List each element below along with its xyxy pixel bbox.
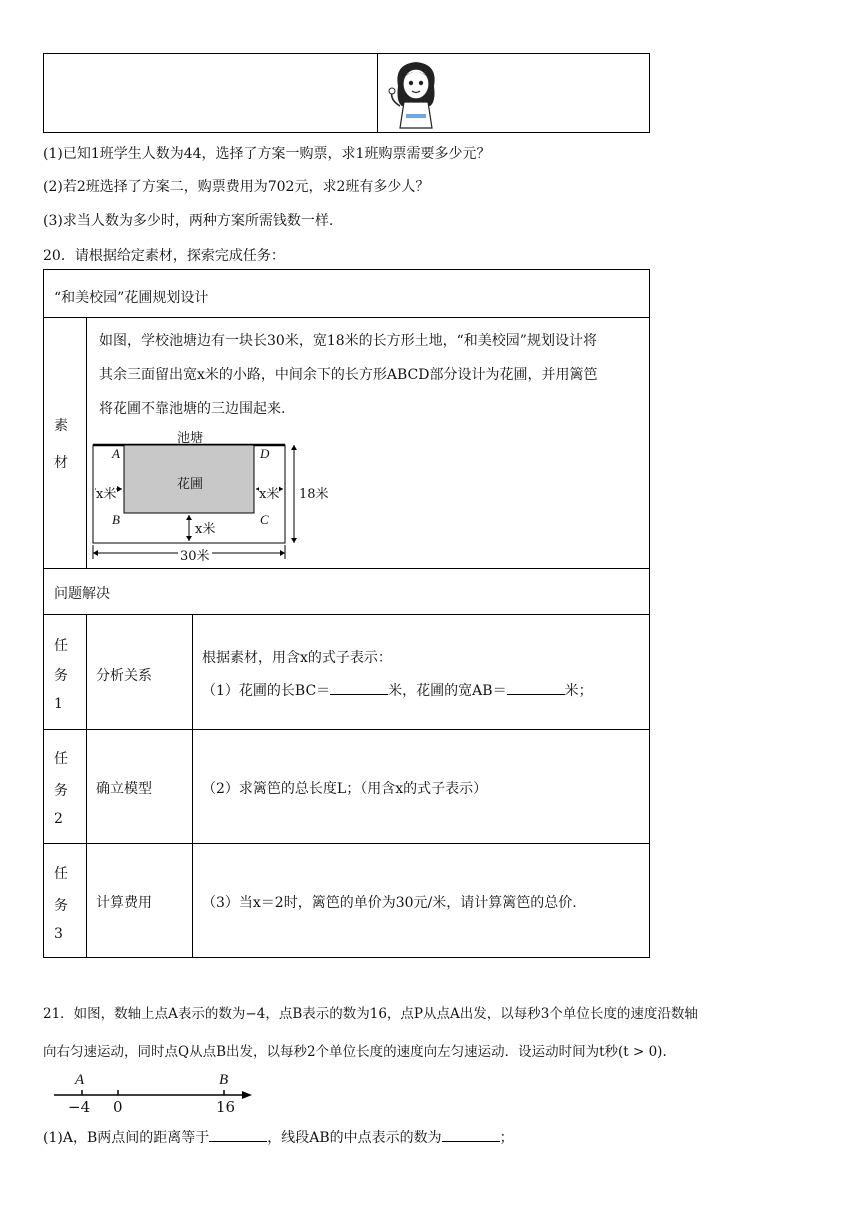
task1-line1: 根据素材，用含x的式子表示： — [202, 650, 392, 666]
task3-line1: （3）当x＝2时，篱笆的单价为30元/米，请计算篱笆的总价. — [202, 895, 577, 911]
material-label-2: 材 — [54, 455, 68, 471]
task1-ab-blank[interactable] — [507, 682, 565, 695]
task2-label-1: 任 — [54, 751, 68, 767]
q21-sub1-distance-label: (1)A，B两点间的距离等于 — [43, 1130, 210, 1146]
height-label: 18米 — [299, 487, 329, 502]
q21-line1: 21．如图，数轴上点A表示的数为−4，点B表示的数为16，点P从点A出发，以每秒3个单位长度的速度沿数轴 — [43, 1006, 698, 1022]
task1-bc-blank[interactable] — [330, 682, 388, 695]
garden-label: 花圃 — [177, 477, 204, 492]
top-table — [43, 53, 650, 133]
q21-sub1 — [43, 1127, 514, 1147]
q21-line2: 向右匀速运动，同时点Q从点B出发，以每秒2个单位长度的速度向左匀速运动．设运动时间为t秒(t > 0). — [43, 1044, 667, 1060]
q20-table — [43, 269, 650, 958]
task1-name: 分析关系 — [96, 668, 152, 684]
q21-sub1-midpoint-blank[interactable] — [442, 1129, 500, 1142]
task3-label-1: 任 — [54, 866, 68, 882]
axis-tick-0: 0 — [113, 1098, 123, 1116]
task1-bc-label: （1）花圃的长BC＝ — [202, 683, 331, 699]
q19-sub3: (3)求当人数为多少时，两种方案所需钱数一样. — [43, 213, 334, 229]
axis-tick-16: 16 — [216, 1098, 236, 1116]
q21-sub1-end: ； — [499, 1130, 514, 1146]
q20-title: “和美校园”花圃规划设计 — [54, 290, 209, 306]
axis-tick-minus4: −4 — [68, 1098, 91, 1116]
task1-line2 — [202, 680, 593, 700]
task3-name: 计算费用 — [96, 895, 152, 911]
point-a-label: A — [112, 446, 120, 461]
axis-point-b: B — [219, 1072, 229, 1088]
point-d-label: D — [260, 446, 270, 461]
task2-label-2: 务 — [54, 783, 68, 799]
left-path-width: x米 — [96, 483, 116, 502]
q19-sub1: (1)已知1班学生人数为44，选择了方案一购票，求1班购票需要多少元？ — [43, 146, 491, 162]
q21-sub1-midpoint-label: ，线段AB的中点表示的数为 — [267, 1130, 442, 1146]
cartoon-girl-image — [384, 56, 448, 130]
material-text-3: 将花圃不靠池塘的三边围起来. — [99, 401, 286, 417]
task2-label-3: 2 — [54, 811, 63, 827]
width-label: 30米 — [178, 545, 212, 564]
material-text-1: 如图，学校池塘边有一块长30米，宽18米的长方形土地，“和美校园”规划设计将 — [99, 333, 597, 349]
pond-label: 池塘 — [177, 431, 204, 446]
task3-label-3: 3 — [54, 926, 63, 942]
task2-line1: （2）求篱笆的总长度L；（用含x的式子表示） — [202, 781, 488, 797]
q21-sub1-distance-blank[interactable] — [209, 1129, 267, 1142]
axis-point-a: A — [75, 1072, 85, 1088]
top-table-divider — [377, 54, 378, 132]
point-b-label: B — [112, 512, 120, 527]
material-label-1: 素 — [54, 418, 68, 434]
task3-label-2: 务 — [54, 898, 68, 914]
task1-label-3: 1 — [54, 696, 63, 712]
garden-diagram — [89, 425, 329, 565]
task1-label-1: 任 — [54, 638, 68, 654]
bottom-path-width: x米 — [195, 522, 216, 537]
q19-sub2: (2)若2班选择了方案二，购票费用为702元，求2班有多少人？ — [43, 179, 430, 195]
problem-solving-label: 问题解决 — [54, 586, 110, 602]
material-text-2: 其余三面留出宽x米的小路，中间余下的长方形ABCD部分设计为花圃，并用篱笆 — [99, 367, 598, 383]
task2-name: 确立模型 — [96, 781, 152, 797]
task1-unit: 米； — [564, 683, 593, 699]
task1-ab-label: 米，花圃的宽AB＝ — [388, 683, 507, 699]
point-c-label: C — [260, 512, 269, 527]
task1-label-2: 务 — [54, 668, 68, 684]
q20-intro: 20．请根据给定素材，探索完成任务： — [43, 248, 285, 264]
right-path-width: x米 — [259, 483, 279, 502]
